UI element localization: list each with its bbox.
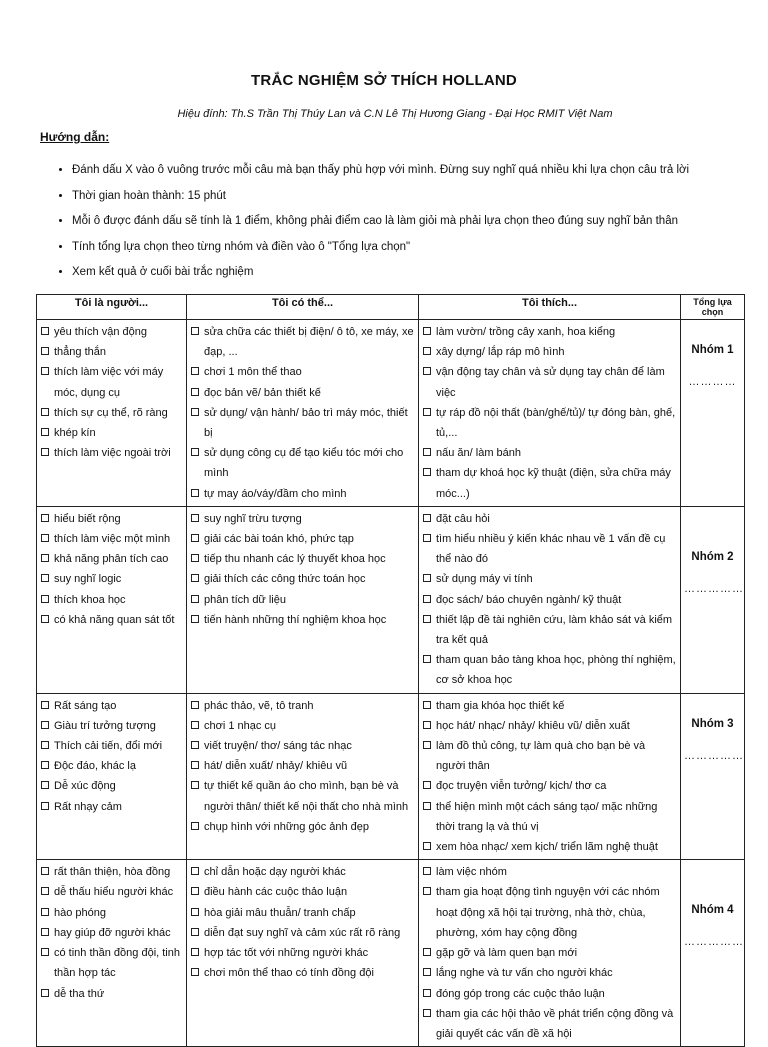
checkbox-option[interactable] [422,610,677,650]
checkbox-square-icon[interactable] [191,489,199,497]
option-label: thích làm việc ngoài trời [54,447,171,460]
checkbox-square-icon[interactable] [41,741,49,749]
checkbox-option[interactable] [190,963,415,983]
group-1-col2-cell [187,320,419,507]
option-label: khép kín [54,427,96,440]
checkbox-option[interactable] [190,569,415,589]
group-total-cell [681,320,745,507]
checkbox-square-icon[interactable] [423,514,431,522]
option-label: dễ tha thứ [54,987,105,1000]
checkbox-square-icon[interactable] [41,514,49,522]
checkbox-square-icon[interactable] [423,968,431,976]
group-4-col3-cell [419,860,681,1047]
checkbox-option[interactable] [422,509,677,529]
checkbox-option[interactable] [40,322,183,342]
checkbox-square-icon[interactable] [423,1009,431,1017]
instruction-item: • Thời gian hoàn thành: 15 phút [72,188,768,214]
header-i-like: Tôi thích... [419,295,681,320]
option-label: tham dự khoá học kỹ thuật (điện, sửa chữa máy móc...) [436,467,671,500]
instruction-item: • Mỗi ô được đánh dấu sẽ tính là 1 điểm, không phải điểm cao là làm giỏi mà phải lựa chọn theo đúng suy nghĩ bản thân [72,213,768,239]
option-label: đọc sách/ báo chuyên ngành/ kỹ thuật [436,593,622,606]
option-label: sử dụng máy vi tính [436,573,533,586]
checkbox-square-icon[interactable] [41,802,49,810]
option-label: Rất nhạy cảm [54,800,122,813]
group-row-1 [37,320,745,507]
checkbox-option[interactable] [40,943,183,983]
option-label: Rất sáng tạo [54,699,117,712]
group-total-blank[interactable]: …………… [684,936,744,949]
group-3-col1-cell [37,693,187,860]
option-label: điều hành các cuộc thảo luận [204,886,348,899]
table-body [37,320,745,1047]
checkbox-square-icon[interactable] [41,615,49,623]
group-1-col1-cell [37,320,187,507]
checkbox-option[interactable] [422,463,677,503]
checkbox-square-icon[interactable] [423,595,431,603]
checkbox-square-icon[interactable] [423,741,431,749]
group-total-blank[interactable]: ………… [688,376,737,388]
checkbox-option[interactable] [422,797,677,837]
option-label: hát/ diễn xuất/ nhảy/ khiêu vũ [204,760,348,773]
group-1-col3-cell [419,320,681,507]
checkbox-option[interactable] [40,443,183,463]
instruction-item: • Đánh dấu X vào ô vuông trước mỗi câu mà bạn thấy phù hợp với mình. Đừng suy nghĩ quá nhiều khi lựa chọn câu trả lời [72,162,768,188]
checkbox-square-icon[interactable] [191,388,199,396]
checkbox-square-icon[interactable] [423,408,431,416]
checkbox-square-icon[interactable] [191,701,199,709]
option-label: suy nghĩ logic [54,573,122,586]
checkbox-square-icon[interactable] [191,867,199,875]
checkbox-square-icon[interactable] [191,514,199,522]
checkbox-option[interactable] [190,903,415,923]
group-2-col1-cell [37,506,187,693]
checkbox-option[interactable] [422,963,677,983]
checkbox-option[interactable] [190,817,415,837]
option-label: chơi 1 môn thể thao [204,366,302,379]
checkbox-option[interactable] [422,776,677,796]
checkbox-square-icon[interactable] [191,615,199,623]
checkbox-option[interactable] [422,529,677,569]
page-title: TRẮC NGHIỆM SỞ THÍCH HOLLAND [251,72,517,89]
instruction-item: • Tính tổng lựa chọn theo từng nhóm và điền vào ô "Tổng lựa chọn" [72,239,768,265]
option-label: tham gia hoạt động tình nguyện với các nhóm hoạt động xã hội tại trường, nhà thờ, chùa, phường, xóm hay cộng đồng [436,886,660,939]
option-label: phác thảo, vẽ, tô tranh [204,699,314,712]
option-label: sửa chữa các thiết bị điện/ ô tô, xe máy, xe đạp, ... [204,326,414,359]
group-total-blank[interactable]: …………… [684,749,744,762]
option-label: giải các bài toán khó, phức tạp [204,533,354,546]
checkbox-option[interactable] [40,862,183,882]
checkbox-option[interactable] [422,443,677,463]
checkbox-option[interactable] [40,509,183,529]
option-label: Dễ xúc động [54,780,116,793]
checkbox-square-icon[interactable] [423,327,431,335]
checkbox-option[interactable] [40,362,183,402]
checkbox-option[interactable] [40,403,183,423]
option-label: Thích cải tiến, đổi mới [54,740,163,753]
option-label: có tinh thần đồng đội, tinh thần hợp tác [54,947,180,980]
option-label: tự ráp đồ nội thất (bàn/ghế/tủ)/ tự đóng bàn, ghế, tủ,... [436,406,676,440]
checkbox-square-icon[interactable] [191,534,199,542]
option-label: gặp gỡ và làm quen bạn mới [436,947,578,960]
checkbox-option[interactable] [190,509,415,529]
checkbox-square-icon[interactable] [41,408,49,416]
checkbox-option[interactable] [422,716,677,736]
checkbox-square-icon[interactable] [423,347,431,355]
option-label: tham gia khóa học thiết kế [436,699,565,712]
checkbox-square-icon[interactable] [41,554,49,562]
group-name: Nhóm 1 [691,344,734,356]
option-label: hòa giải mâu thuẫn/ tranh chấp [204,906,356,919]
option-label: Giàu trí tưởng tượng [54,719,156,732]
checkbox-option[interactable] [190,443,415,483]
instruction-item: • Xem kết quả ở cuối bài trắc nghiệm [72,264,768,290]
checkbox-square-icon[interactable] [423,948,431,956]
checkbox-option[interactable] [422,862,677,882]
option-label: thẳng thắn [54,346,106,359]
option-label: Độc đáo, khác lạ [54,760,136,773]
option-label: tìm hiểu nhiều ý kiến khác nhau về 1 vấn đề cụ thể nào đó [436,533,666,566]
option-label: hợp tác tốt với những người khác [204,947,369,960]
checkbox-option[interactable] [40,696,183,716]
option-label: làm việc nhóm [436,866,507,879]
checkbox-square-icon[interactable] [191,408,199,416]
checkbox-square-icon[interactable] [41,867,49,875]
option-label: làm vườn/ trồng cây xanh, hoa kiểng [436,326,616,338]
checkbox-option[interactable] [190,943,415,963]
option-label: tự thiết kế quần áo cho mình, bạn bè và người thân/ thiết kế nội thất cho nhà mình [204,780,409,813]
checkbox-square-icon[interactable] [191,908,199,916]
checkbox-square-icon[interactable] [41,428,49,436]
checkbox-option[interactable] [190,882,415,902]
option-label: viết truyện/ thơ/ sáng tác nhạc [204,740,352,753]
group-3-col2-cell [187,693,419,860]
option-label: vận động tay chân và sử dụng tay chân để làm việc [436,366,665,399]
option-label: thích làm việc với máy móc, dụng cụ [54,366,164,399]
option-label: hào phóng [54,906,106,919]
checkbox-square-icon[interactable] [423,367,431,375]
checkbox-square-icon[interactable] [41,989,49,997]
checkbox-option[interactable] [422,569,677,589]
checkbox-option[interactable] [40,529,183,549]
header-i-am: Tôi là người... [37,295,187,320]
group-total-cell [681,693,745,860]
option-label: đóng góp trong các cuộc thảo luận [436,987,605,1000]
checkbox-option[interactable] [40,423,183,443]
option-label: xây dựng/ lắp ráp mô hình [436,346,565,359]
group-2-col3-cell [419,506,681,693]
checkbox-option[interactable] [40,569,183,589]
checkbox-square-icon[interactable] [41,948,49,956]
checkbox-option[interactable] [190,756,415,776]
group-row-3 [37,693,745,860]
checkbox-option[interactable] [40,984,183,1004]
checkbox-option[interactable] [40,549,183,569]
checkbox-option[interactable] [40,716,183,736]
checkbox-square-icon[interactable] [41,781,49,789]
option-label: phân tích dữ liệu [204,593,286,606]
checkbox-square-icon[interactable] [191,781,199,789]
checkbox-option[interactable] [190,362,415,382]
checkbox-option[interactable] [422,322,677,342]
group-name: Nhóm 2 [691,550,734,563]
group-total-blank[interactable]: …………… [684,582,744,595]
checkbox-square-icon[interactable] [423,468,431,476]
option-label: rất thân thiện, hòa đồng [54,866,171,879]
group-row-2 [37,506,745,693]
option-label: khả năng phân tích cao [54,553,169,566]
checkbox-option[interactable] [40,756,183,776]
group-2-col2-cell [187,506,419,693]
option-label: giải thích các công thức toán học [204,573,366,586]
checkbox-option[interactable] [422,837,677,857]
option-label: suy nghĩ trừu tượng [204,512,302,525]
checkbox-square-icon[interactable] [191,595,199,603]
group-total-cell [681,860,745,1047]
checkbox-square-icon[interactable] [423,802,431,810]
checkbox-square-icon[interactable] [423,655,431,663]
checkbox-square-icon[interactable] [41,721,49,729]
group-row-4 [37,860,745,1047]
checkbox-option[interactable] [190,383,415,403]
checkbox-square-icon[interactable] [423,887,431,895]
option-label: hiểu biết rộng [54,512,121,525]
group-4-col1-cell [37,860,187,1047]
checkbox-square-icon[interactable] [423,574,431,582]
checkbox-square-icon[interactable] [41,534,49,542]
checkbox-option[interactable] [40,736,183,756]
checkbox-option[interactable] [40,776,183,796]
option-label: làm đồ thủ công, tự làm quà cho bạn bè và người thân [436,740,646,773]
page-subtitle: Hiệu đính: Th.S Trần Thị Thúy Lan và C.N Lê Thị Hương Giang - Đại Học RMIT Việt Nam [177,108,613,120]
checkbox-square-icon[interactable] [191,721,199,729]
option-label: đặt câu hỏi [436,512,490,525]
checkbox-option[interactable] [40,903,183,923]
checkbox-square-icon[interactable] [191,928,199,936]
checkbox-option[interactable] [422,650,677,690]
checkbox-option[interactable] [190,716,415,736]
checkbox-square-icon[interactable] [423,842,431,850]
checkbox-option[interactable] [190,322,415,362]
option-label: tiến hành những thí nghiệm khoa học [204,613,387,626]
checkbox-square-icon[interactable] [423,534,431,542]
option-label: thích sự cụ thể, rõ ràng [54,406,168,419]
table-header-row [37,295,745,320]
checkbox-option[interactable] [422,696,677,716]
option-label: chụp hình với những góc ảnh đẹp [204,820,370,833]
checkbox-square-icon[interactable] [41,908,49,916]
checkbox-square-icon[interactable] [41,595,49,603]
option-label: tiếp thu nhanh các lý thuyết khoa học [204,553,386,566]
option-label: chơi môn thể thao có tính đồng đội [204,967,374,980]
option-label: có khả năng quan sát tốt [54,613,175,626]
checkbox-square-icon[interactable] [191,574,199,582]
checkbox-square-icon[interactable] [191,448,199,456]
instructions-heading: Hướng dẫn: [40,130,110,144]
option-label: tự may áo/váy/đầm cho mình [204,487,347,500]
checkbox-square-icon[interactable] [191,822,199,830]
checkbox-square-icon[interactable] [191,948,199,956]
checkbox-square-icon[interactable] [41,347,49,355]
checkbox-square-icon[interactable] [191,367,199,375]
checkbox-option[interactable] [422,943,677,963]
checkbox-square-icon[interactable] [423,721,431,729]
header-total: Tổng lựa chọn [681,295,745,320]
checkbox-square-icon[interactable] [191,761,199,769]
checkbox-option[interactable] [422,342,677,362]
group-name: Nhóm 4 [691,904,734,917]
checkbox-square-icon[interactable] [191,741,199,749]
checkbox-square-icon[interactable] [41,887,49,895]
option-label: tham gia các hội thảo về phát triển cộng đồng và giải quyết các vấn đề xã hội [436,1007,674,1040]
checkbox-square-icon[interactable] [191,554,199,562]
holland-test-table [36,294,745,1047]
checkbox-option[interactable] [190,549,415,569]
checkbox-square-icon[interactable] [423,615,431,623]
checkbox-option[interactable] [190,776,415,816]
checkbox-option[interactable] [422,984,677,1004]
option-label: yêu thích vận động [54,326,147,338]
checkbox-option[interactable] [190,696,415,716]
checkbox-square-icon[interactable] [423,781,431,789]
checkbox-option[interactable] [190,484,415,504]
option-label: lắng nghe và tư vấn cho người khác [436,967,613,980]
checkbox-square-icon[interactable] [41,761,49,769]
checkbox-square-icon[interactable] [41,928,49,936]
header-i-can: Tôi có thể... [187,295,419,320]
checkbox-option[interactable] [422,736,677,776]
checkbox-option[interactable] [190,610,415,630]
option-label: chơi 1 nhạc cụ [204,719,277,732]
option-label: diễn đạt suy nghĩ và cảm xúc rất rõ ràng [204,926,401,939]
checkbox-square-icon[interactable] [423,989,431,997]
option-label: tham quan bảo tàng khoa học, phòng thí nghiệm, cơ sở khoa học [436,654,676,687]
checkbox-option[interactable] [422,403,677,443]
checkbox-square-icon[interactable] [41,574,49,582]
checkbox-option[interactable] [40,882,183,902]
option-label: thích làm việc một mình [54,533,171,546]
checkbox-square-icon[interactable] [191,968,199,976]
checkbox-square-icon[interactable] [423,867,431,875]
checkbox-option[interactable] [190,736,415,756]
option-label: sử dụng công cụ để tạo kiểu tóc mới cho mình [204,447,404,480]
option-label: đọc truyện viễn tưởng/ kịch/ thơ ca [436,780,607,793]
option-label: sử dụng/ vận hành/ bảo trì máy móc, thiết bị [204,406,408,440]
group-4-col2-cell [187,860,419,1047]
checkbox-square-icon[interactable] [423,448,431,456]
instructions-list [40,162,768,290]
checkbox-option[interactable] [190,923,415,943]
group-3-col3-cell [419,693,681,860]
group-total-cell [681,506,745,693]
option-label: đọc bản vẽ/ bản thiết kế [204,386,321,399]
checkbox-option[interactable] [40,590,183,610]
checkbox-option[interactable] [422,882,677,943]
checkbox-square-icon[interactable] [191,887,199,895]
checkbox-square-icon[interactable] [41,367,49,375]
checkbox-option[interactable] [40,610,183,630]
checkbox-option[interactable] [422,362,677,402]
checkbox-option[interactable] [40,923,183,943]
checkbox-option[interactable] [190,862,415,882]
option-label: thiết lập đề tài nghiên cứu, làm khảo sát và kiểm tra kết quả [436,613,673,647]
option-label: hay giúp đỡ người khác [54,926,171,939]
option-label: thích khoa học [54,593,126,606]
option-label: xem hòa nhạc/ xem kịch/ triển lãm nghệ thuật [436,841,658,854]
checkbox-option[interactable] [422,590,677,610]
checkbox-square-icon[interactable] [191,327,199,335]
option-label: thể hiện mình một cách sáng tạo/ mặc những thời trang lạ và thú vị [436,800,658,833]
checkbox-square-icon[interactable] [41,448,49,456]
option-label: nấu ăn/ làm bánh [436,447,522,460]
checkbox-option[interactable] [40,342,183,362]
option-label: học hát/ nhạc/ nhảy/ khiêu vũ/ diễn xuất [436,719,630,732]
checkbox-option[interactable] [40,797,183,817]
option-label: dễ thấu hiểu người khác [54,886,174,899]
checkbox-option[interactable] [190,590,415,610]
group-name: Nhóm 3 [691,717,734,730]
checkbox-square-icon[interactable] [423,701,431,709]
checkbox-square-icon[interactable] [41,327,49,335]
checkbox-option[interactable] [190,529,415,549]
checkbox-square-icon[interactable] [41,701,49,709]
checkbox-option[interactable] [190,403,415,443]
option-label: chỉ dẫn hoặc dạy người khác [204,866,346,879]
